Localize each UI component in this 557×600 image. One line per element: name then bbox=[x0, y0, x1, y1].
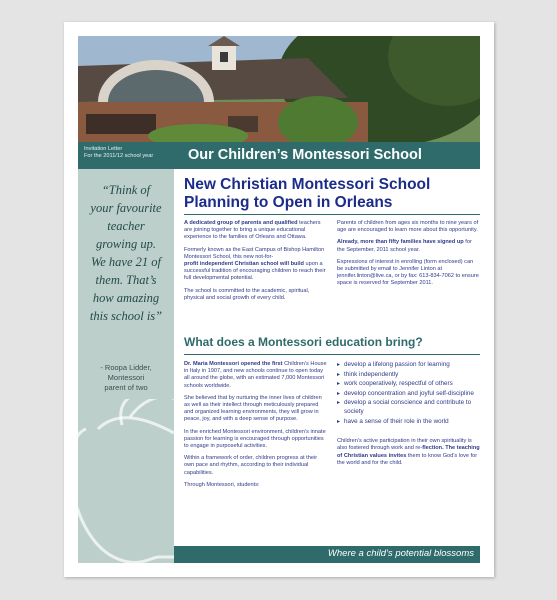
paragraph: The school is committed to the academic, spiritual, physical and social growth of every child. bbox=[184, 287, 310, 301]
paragraph: Through Montessori, students: bbox=[184, 481, 260, 488]
article-title-line: New Christian Montessori School bbox=[184, 176, 431, 193]
newsletter-page bbox=[64, 22, 494, 577]
footer-bar bbox=[174, 546, 480, 563]
invitation-label bbox=[84, 146, 153, 160]
section-right-column bbox=[337, 361, 480, 472]
quote-sidebar bbox=[78, 169, 174, 563]
quote-line: growing up. bbox=[96, 237, 156, 251]
school-year: For the 2011/12 school year bbox=[84, 153, 154, 159]
quote-line: “Think of bbox=[101, 183, 151, 197]
attribution-line: parent of two bbox=[104, 383, 148, 392]
school-building-illustration bbox=[78, 36, 480, 142]
tagline: Where a child’s potential blossoms bbox=[327, 548, 474, 559]
list-item: ▸ develop concentration and joyful self-discipline bbox=[337, 390, 480, 399]
list-item: ▸ think independently bbox=[337, 371, 480, 380]
testimonial-quote bbox=[84, 181, 168, 325]
list-item: ▸ work cooperatively, respectful of others bbox=[337, 380, 480, 389]
paragraph: Formerly known as the East Campus of Bishop Hamilton Montessori School, this new not-for- bbox=[184, 246, 325, 260]
benefits-list bbox=[337, 361, 480, 426]
section-divider bbox=[184, 354, 480, 355]
quote-line: this school is” bbox=[89, 309, 163, 323]
paragraph: A dedicated group of parents and qualified teachers are joining together to bring a unique educational experience to the families of Orleans and Ottawa. bbox=[184, 220, 321, 241]
paragraph: Expressions of interest in enrolling (form enclosed) can be submitted by email to Jennifer Linton at jennifer.linton@live.ca, or by fax: 613-834-7062 to ensure space is reserved for September 2011. bbox=[337, 258, 479, 287]
paragraph: Parents of children from ages six months to nine years of age are encouraged to learn more about this opportunity. bbox=[337, 220, 479, 234]
quote-attribution bbox=[84, 363, 168, 393]
section-left-column bbox=[184, 361, 327, 494]
school-building-photo bbox=[78, 36, 480, 142]
list-item: ▸ develop a social conscience and contribute to society bbox=[337, 399, 480, 416]
article-left-column bbox=[184, 220, 327, 307]
section-heading: What does a Montessori education bring? bbox=[184, 335, 423, 349]
quote-line: teacher bbox=[107, 219, 145, 233]
paragraph: profit independent Christian school will build upon a successful tradition of encouraging children to reach their full developmental potential. bbox=[184, 261, 326, 282]
quote-line: them. That’s bbox=[95, 273, 157, 287]
list-item: ▸ have a sense of their role in the world bbox=[337, 418, 480, 427]
quote-line: We have 21 of bbox=[90, 255, 161, 269]
title-divider bbox=[184, 214, 480, 215]
header-bar bbox=[78, 142, 480, 169]
attribution-line: Montessori bbox=[107, 373, 145, 382]
apple-outline-icon bbox=[78, 399, 174, 563]
paragraph: She believed that by nurturing the inner lives of children as well as their intellect through meticulously prepared and organized learning environments, they will grow in peace, joy, and with a deep sense of purpose. bbox=[184, 394, 322, 423]
paragraph: Dr. Maria Montessori opened the first Children’s House in Italy in 1907, and new schools continue to open today all around the globe, with an estimated 7,000 Montessori schools worldwide. bbox=[184, 361, 327, 389]
paragraph: Children’s active participation in their own spirituality is also fostered through work and re-flection. The teaching of Christian values invites them to know God’s love for the world and for the child. bbox=[337, 438, 480, 466]
school-name: Our Children’s Montessori School bbox=[188, 147, 422, 163]
article-title-line: Planning to Open in Orleans bbox=[184, 194, 393, 211]
quote-line: how amazing bbox=[92, 291, 160, 305]
list-item: ▸ develop a lifelong passion for learning bbox=[337, 361, 480, 370]
article-title bbox=[184, 176, 480, 212]
paragraph: Within a framework of order, children progress at their own pace and rhythm, according to their individual capabilities. bbox=[184, 455, 318, 476]
paragraph: In the enriched Montessori environment, children’s innate passion for learning is encouraged through opportunities to engage in purposeful activities. bbox=[184, 428, 326, 450]
article-right-column bbox=[337, 220, 480, 293]
invitation-title: Invitation Letter bbox=[84, 146, 123, 152]
paragraph: Already, more than fifty families have signed up for the September, 2011 school year. bbox=[337, 239, 472, 253]
quote-line: your favourite bbox=[90, 201, 162, 215]
attribution-line: - Roopa Lidder, bbox=[100, 363, 152, 372]
